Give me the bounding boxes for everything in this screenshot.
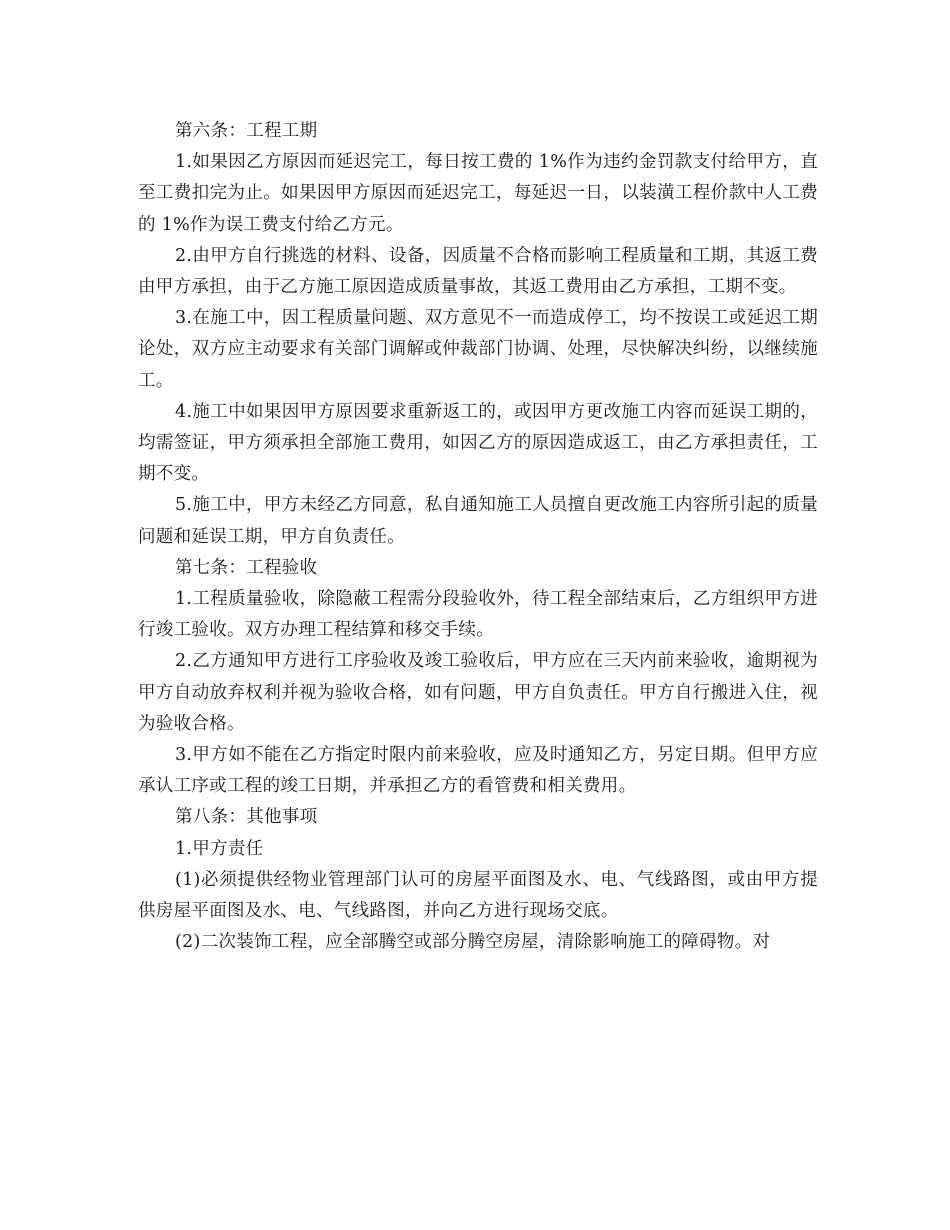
subheading-party-a-responsibility: 1.甲方责任 [175, 838, 264, 859]
paragraph-8-1-1: (1)必须提供经物业管理部门认可的房屋平面图及水、电、气线路图，或由甲方提供房屋平面图及水、电、气线路图，并向乙方进行现场交底。 [138, 869, 818, 922]
heading-article-6: 第六条：工程工期 [175, 121, 318, 141]
paragraph-8-1-2: (2)二次装饰工程，应全部腾空或部分腾空房屋，清除影响施工的障碍物。对 [175, 932, 771, 953]
paragraph-6-2: 2.由甲方自行挑选的材料、设备，因质量不合格而影响工程质量和工期，其返工费由甲方承担，由于乙方施工原因造成质量事故，其返工费用由乙方承担，工期不变。 [138, 245, 818, 298]
paragraph-7-3: 3.甲方如不能在乙方指定时限内前来验收，应及时通知乙方，另定日期。但甲方应承认工序或工程的竣工日期，并承担乙方的看管费和相关费用。 [138, 745, 818, 797]
paragraph-6-4: 4.施工中如果因甲方原因要求重新返工的，或因甲方更改施工内容而延误工期的，均需签证，甲方须承担全部施工费用，如因乙方的原因造成返工，由乙方承担责任，工期不变。 [138, 401, 818, 485]
paragraph-6-3: 3.在施工中，因工程质量问题、双方意见不一而造成停工，均不按误工或延迟工期论处，双方应主动要求有关部门调解或仲裁部门协调、处理，尽快解决纠纷，以继续施工。 [138, 308, 818, 391]
heading-article-8: 第八条：其他事项 [175, 807, 318, 828]
paragraph-6-5: 5.施工中，甲方未经乙方同意，私自通知施工人员擅自更改施工内容所引起的质量问题和延误工期，甲方自负责任。 [138, 495, 818, 547]
paragraph-6-1: 1.如果因乙方原因而延迟完工，每日按工费的 1%作为违约金罚款支付给甲方，直至工费扣完为止。如果因甲方原因而延迟完工，每延迟一日，以装潢工程价款中人工费的 1%作为误工费支付给乙方元。 [138, 152, 818, 235]
document-page [138, 116, 818, 958]
paragraph-7-1: 1.工程质量验收，除隐蔽工程需分段验收外，待工程全部结束后，乙方组织甲方进行竣工验收。双方办理工程结算和移交手续。 [138, 589, 818, 641]
paragraph-7-2: 2.乙方通知甲方进行工序验收及竣工验收后，甲方应在三天内前来验收，逾期视为甲方自动放弃权利并视为验收合格，如有问题，甲方自负责任。甲方自行搬进入住，视为验收合格。 [138, 651, 818, 734]
heading-article-7: 第七条：工程验收 [175, 557, 318, 578]
